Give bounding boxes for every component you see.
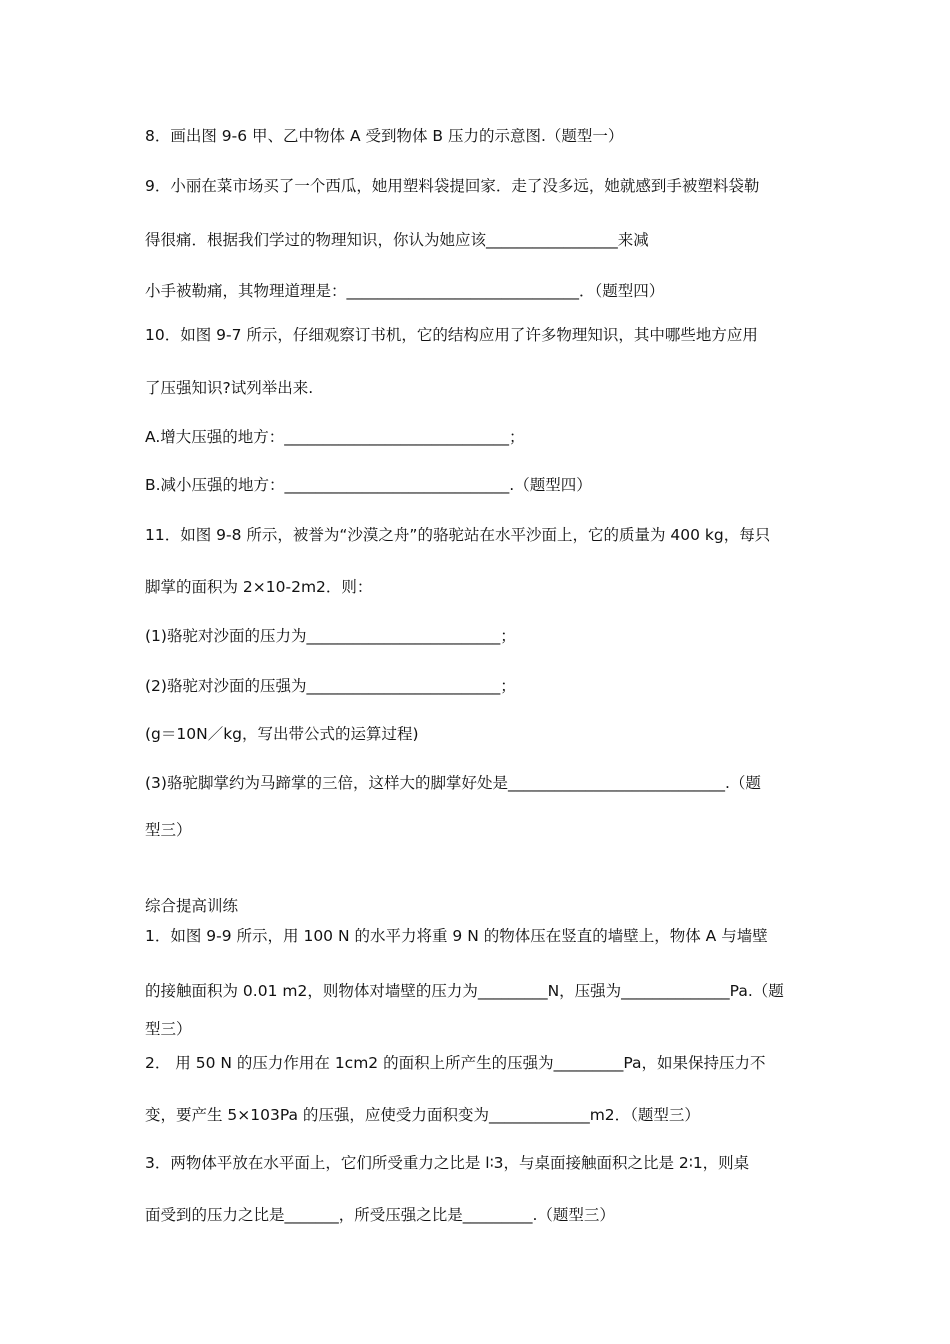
q11-part-2: (2)骆驼对沙面的压强为_________________________；: [145, 677, 516, 695]
s2-q3-line-1: 3．两物体平放在水平面上，它们所受重力之比是 l∶3，与桌面接触面积之比是 2∶1，则桌: [145, 1154, 750, 1172]
q10-line-2: 了压强知识?试列举出来.: [145, 379, 314, 397]
s2-q2-line-1: 2． 用 50 N 的压力作用在 1cm2 的面积上所产生的压强为_________Pa，如果保持压力不: [145, 1054, 766, 1072]
section-heading: 综合提高训练: [145, 897, 239, 915]
q11-line-1: 11．如图 9-8 所示，被誉为“沙漠之舟”的骆驼站在水平沙面上，它的质量为 400 kg，每只: [145, 526, 771, 544]
q9-line-2: 得很痛．根据我们学过的物理知识，你认为她应该_________________来减: [145, 231, 649, 249]
q9-line-3: 小手被勒痛，其物理道理是：______________________________．（题型四）: [145, 282, 665, 300]
q9-line-1: 9．小丽在菜市场买了一个西瓜，她用塑料袋提回家．走了没多远，她就感到手被塑料袋勒: [145, 177, 760, 195]
q11-note: (g＝10N／kg，写出带公式的运算过程): [145, 725, 419, 743]
s2-q1-line-1: 1．如图 9-9 所示，用 100 N 的水平力将重 9 N 的物体压在竖直的墙壁上，物体 A 与墙壁: [145, 927, 768, 945]
q8-line: 8．画出图 9-6 甲、乙中物体 A 受到物体 B 压力的示意图.（题型一）: [145, 127, 624, 145]
q10-option-a: A.增大压强的地方：_____________________________；: [145, 428, 525, 446]
q10-line-1: 10．如图 9-7 所示，仔细观察订书机，它的结构应用了许多物理知识，其中哪些地方应用: [145, 326, 758, 344]
q11-part-1: (1)骆驼对沙面的压力为_________________________；: [145, 627, 516, 645]
s2-q3-line-2: 面受到的压力之比是_______，所受压强之比是_________.（题型三）: [145, 1206, 615, 1224]
q11-part-3-cont: 型三）: [145, 821, 192, 839]
q11-part-3: (3)骆驼脚掌约为马蹄掌的三倍，这样大的脚掌好处是____________________________.（题: [145, 774, 761, 792]
s2-q1-line-3: 型三）: [145, 1020, 192, 1038]
q11-line-2: 脚掌的面积为 2×10-2m2．则：: [145, 578, 373, 596]
s2-q2-line-2: 变，要产生 5×103Pa 的压强，应使受力面积变为_____________m2．（题型三）: [145, 1106, 700, 1124]
s2-q1-line-2: 的接触面积为 0.01 m2，则物体对墙壁的压力为_________N，压强为______________Pa.（题: [145, 982, 784, 1000]
q10-option-b: B.减小压强的地方：_____________________________.（题型四）: [145, 476, 592, 494]
